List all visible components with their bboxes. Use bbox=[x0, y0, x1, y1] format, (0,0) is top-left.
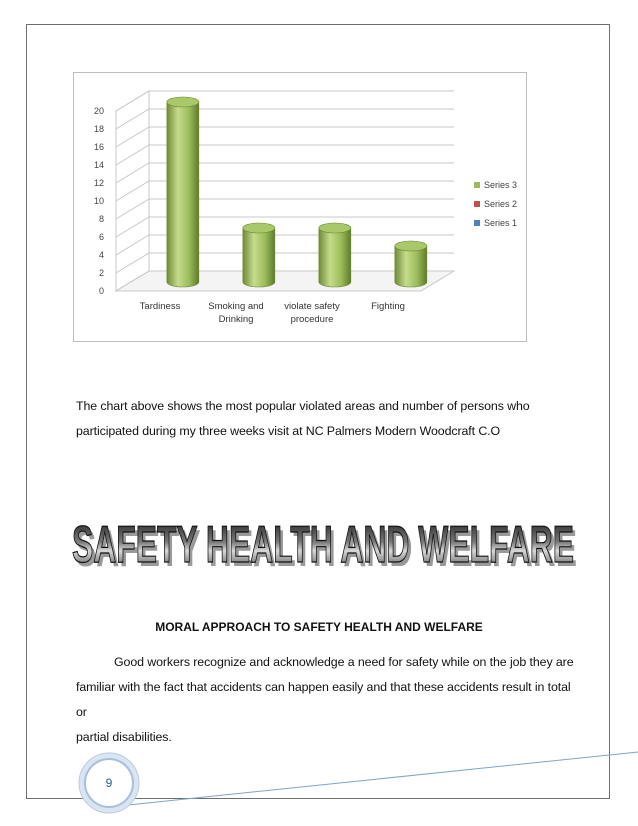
bar-top bbox=[319, 223, 351, 233]
page-number: 9 bbox=[105, 776, 113, 790]
x-category-label: Smoking and bbox=[208, 301, 264, 312]
y-tick-label: 12 bbox=[93, 178, 104, 188]
y-tick-label: 2 bbox=[98, 268, 104, 278]
y-tick-label: 18 bbox=[93, 124, 104, 134]
chart-description-line-2: participated during my three weeks visit at NC Palmers Modern Woodcraft C.O bbox=[76, 424, 501, 438]
legend-entry: Series 3 bbox=[484, 180, 518, 190]
legend-swatch bbox=[474, 201, 480, 207]
legend-swatch bbox=[474, 182, 480, 188]
x-category-label: violate safety bbox=[284, 301, 340, 312]
legend-entry: Series 2 bbox=[484, 199, 518, 209]
bar bbox=[167, 102, 199, 287]
bar-top bbox=[395, 241, 427, 251]
bar-top bbox=[243, 223, 275, 233]
y-tick-label: 4 bbox=[98, 250, 104, 260]
bar bbox=[395, 246, 427, 287]
y-tick-label: 0 bbox=[98, 286, 104, 296]
y-tick-label: 6 bbox=[98, 232, 104, 242]
y-tick-label: 14 bbox=[93, 160, 104, 170]
bar bbox=[319, 228, 351, 287]
y-tick-label: 8 bbox=[98, 214, 104, 224]
y-tick-label: 20 bbox=[93, 106, 104, 116]
chart-description bbox=[76, 394, 576, 444]
chart-description-line-1: The chart above shows the most popular violated areas and number of persons who bbox=[76, 399, 530, 413]
banner-text: SAFETY HEALTH AND WELFARE bbox=[72, 516, 574, 574]
body-paragraph bbox=[76, 650, 576, 750]
body-paragraph-line-1: Good workers recognize and acknowledge a need for safety while on the job they are bbox=[114, 655, 574, 669]
legend-entry: Series 1 bbox=[484, 218, 518, 228]
chart-canvas bbox=[74, 73, 528, 343]
x-category-label: Fighting bbox=[371, 301, 405, 312]
y-tick-label: 10 bbox=[93, 196, 104, 206]
banner-shadow: SAFETY HEALTH AND WELFARE bbox=[75, 520, 577, 576]
bar-chart bbox=[73, 72, 527, 342]
legend-swatch bbox=[474, 220, 480, 226]
x-category-label: Drinking bbox=[218, 314, 254, 325]
banner-wordart bbox=[70, 510, 582, 576]
bar bbox=[243, 228, 275, 287]
body-paragraph-line-2: familiar with the fact that accidents can happen easily and that these accidents result in total or bbox=[76, 680, 571, 719]
body-paragraph-line-3: partial disabilities. bbox=[76, 730, 172, 744]
x-category-label: procedure bbox=[290, 314, 334, 325]
y-tick-label: 16 bbox=[93, 142, 104, 152]
bar-top bbox=[167, 97, 199, 107]
section-heading: MORAL APPROACH TO SAFETY HEALTH AND WELFARE bbox=[155, 620, 483, 634]
x-category-label: Tardiness bbox=[139, 301, 181, 312]
